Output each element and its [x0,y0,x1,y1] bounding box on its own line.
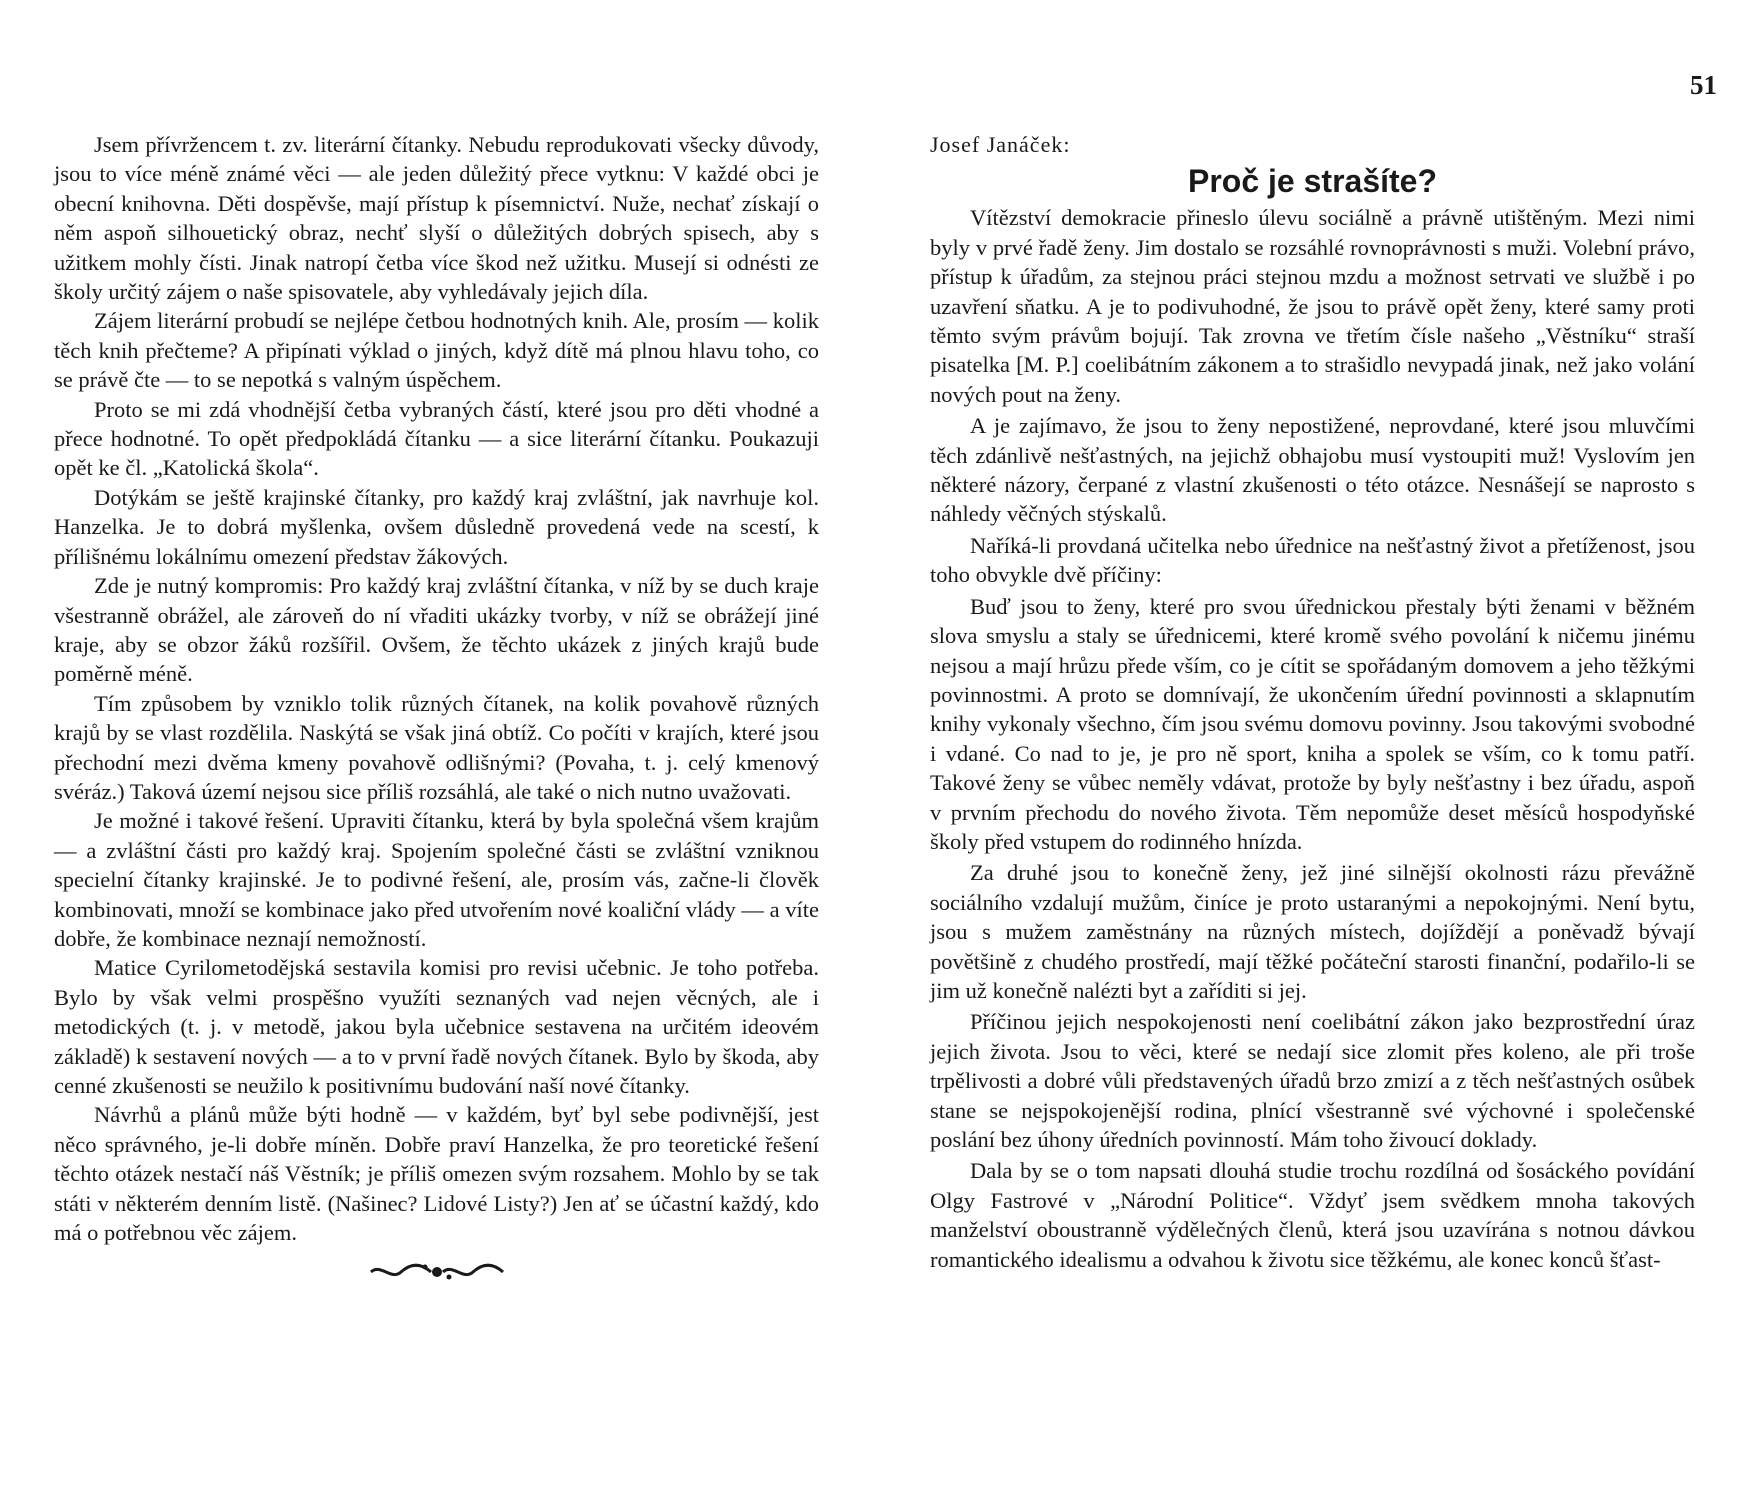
paragraph: Buď jsou to ženy, které pro svou úřednickou přestaly býti ženami v běžném slova smyslu a staly se úřednicemi, které kromě svého povolání k ničemu jinému nejsou a mají hrůzu přede vším, co je cítit se spořádaným domovem a jeho těžkými povinnostmi. A proto se domnívají, že ukončením úřední povinnosti a sklapnutím knihy vykonaly všechno, čím jsou svému domovu povinny. Jsou takovými svobodné i vdané. Co nad to je, je pro ně sport, kniha a spolek se vším, co k tomu patří. Takové ženy se vůbec neměly vdávat, protože by byly nešťastny i bez úřadu, aspoň v prvním přechodu do nového života. Těm nepomůže deset měsíců hospodyňské školy před vstupem do rodinného hnízda. [930,593,1695,854]
paragraph: A je zajímavo, že jsou to ženy nepostižené, neprovdané, které jsou mluvčími těch zdánlivě nešťastných, na jejichž obhajobu musí vystoupiti muž! Vyslovím jen některé názory, čerpané z vlastní zkušenosti o této otázce. Nesnášejí se naprosto s náhledy věčných stýskalů. [930,413,1695,527]
page-number: 51 [1690,70,1717,100]
paragraph: Naříká-li provdaná učitelka nebo úřednice na nešťastný život a přetíženost, jsou toho obvykle dvě příčiny: [930,532,1695,588]
paragraph: Matice Cyrilometodějská sestavila komisi pro revisi učebnic. Je toho potřeba. Bylo by však velmi prospěšno využíti seznaných vad nejen věcných, ale i metodických (t. j. v metodě, jakou byla učebnice sestavena na určitém ideovém základě) k sestavení nových — a to v první řadě nových čítanek. Bylo by škoda, aby cenné zkušenosti se neužilo k positivnímu budování naší nové čítanky. [54,955,819,1098]
paragraph: Je možné i takové řešení. Upraviti čítanku, která by byla společná všem krajům — a zvláštní části pro každý kraj. Spojením společné části se zvláštní vzniknou specielní čítanky krajinské. Je to podivné řešení, ale, prosím vás, začne-li člověk kombinovati, množí se kombinace jako před utvořením nové koaliční vlády — a víte dobře, že kombinace neznají nemožností. [54,808,819,951]
paragraph: Jsem přívržencem t. zv. literární čítanky. Nebudu reprodukovati všecky důvody, jsou to více méně známé věci — ale jeden důležitý přece vytknu: V každé obci je obecní knihovna. Děti dospěvše, mají přístup k písemnictví. Nuže, nechať získají o něm aspoň silhouetický obraz, nechť slyší o důležitých dobrých spisech, aby s užitkem mohly čísti. Jinak natropí četba více škod než užitku. Musejí si odnésti ze školy určitý zájem o naše spisovatele, aby vyhledávaly jejich díla. [54,132,819,305]
left-column [54,130,819,1283]
paragraph: Vítězství demokracie přineslo úlevu sociálně a právně utištěným. Mezi nimi byly v prvé řadě ženy. Jim dostalo se rozsáhlé rovnoprávnosti s muži. Volební právo, přístup k úřadům, za stejnou práci stejnou mzdu a možnost setrvati ve službě i po uzavření sňatku. A je to podivuhodné, že jsou to právě opět ženy, které samy proti těmto svým právům bojují. Tak zrovna ve třetím čísle našeho „Věstníku“ straší pisatelka [M. P.] coelibátním zákonem a to strašidlo nevypadá jinak, než jako volání nových pout na ženy. [930,205,1695,407]
article-title: Proč je strašíte? [1188,163,1437,200]
right-column [930,130,1695,1276]
paragraph: Dotýkám se ještě krajinské čítanky, pro každý kraj zvláštní, jak navrhuje kol. Hanzelka. Je to dobrá myšlenka, ovšem důsledně provedená vede na scestí, k přílišnému lokálnímu omezení představ žákových. [54,484,819,569]
paragraph: Návrhů a plánů může býti hodně — v každém, byť byl sebe podivnější, jest něco správného, je-li dobře míněn. Dobře praví Hanzelka, že pro teoretické řešení těchto otázek nestačí náš Věstník; je příliš omezen svým rozsahem. Mohlo by se tak státi v některém denním listě. (Našinec? Lidové Listy?) Jen ať se účastní každý, kdo má o potřebnou věc zájem. [54,1102,819,1246]
paragraph: Příčinou jejich nespokojenosti není coelibátní zákon jako bezprostřední úraz jejich života. Jsou to věci, které se nedají sice zlomit přes koleno, ale při troše trpělivosti a dobré vůli představených úřadů brzo zmizí a z těch nešťastných osůbek stane se nejspokojenější rodina, plnící všestranně své výchovné i společenské poslání bez úhony úředních povinností. Mám toho živoucí doklady. [930,1009,1695,1152]
paragraph: Proto se mi zdá vhodnější četba vybraných částí, které jsou pro děti vhodné a přece hodnotné. To opět předpokládá čítanku — a sice literární čítanku. Poukazuji opět ke čl. „Katolická škola“. [54,396,819,481]
article-author: Josef Janáček: [930,132,1071,157]
paragraph: Zájem literární probudí se nejlépe četbou hodnotných knih. Ale, prosím — kolik těch knih přečteme? A připínati výklad o jiných, když dítě má plnou hlavu toho, co se právě čte — to se nepotká s valným úspěchem. [54,308,819,393]
paragraph: Tím způsobem by vzniklo tolik různých čítanek, na kolik povahově různých krajů by se vlast rozdělila. Naskýtá se však jiná obtíž. Co počíti v krajích, které jsou přechodní mezi dvěma kmeny povahově odlišnými? (Povaha, t. j. celý kmenový svéráz.) Taková území nejsou sice příliš rozsáhlá, ale také o nich nutno uvažovati. [54,690,819,804]
paragraph: Dala by se o tom napsati dlouhá studie trochu rozdílná od šosáckého povídání Olgy Fastrové v „Národní Politice“. Vždyť jsem svědkem mnoha takových manželství oboustranně výdělečných členů, která jsou uzavírána s notnou dávkou romantického idealismu a odvahou k životu sice těžkému, ale konec konců šťast- [930,1158,1695,1272]
paragraph: Za druhé jsou to konečně ženy, jež jiné silnější okolnosti rázu převážně sociálního vzdalují mužům, činíce je proto ustaranými a nepokojnými. Není bytu, jsou s mužem zaměstnány na různých místech, dojíždějí a poněvadž bývají povětšině z chudého prostředí, mají těžké počáteční starosti finanční, podařilo-li se jim už konečně nalézti byt a zaříditi si jej. [930,860,1695,1003]
ornament-divider-icon [367,1261,507,1283]
paragraph: Zde je nutný kompromis: Pro každý kraj zvláštní čítanka, v níž by se duch kraje všestranně obrážel, ale zároveň do ní vřaditi ukázky tvorby, v níž se obrážejí jiné kraje, aby se obzor žáků rozšířil. Ovšem, že těchto ukázek z jiných krajů bude poměrně méně. [54,573,819,687]
